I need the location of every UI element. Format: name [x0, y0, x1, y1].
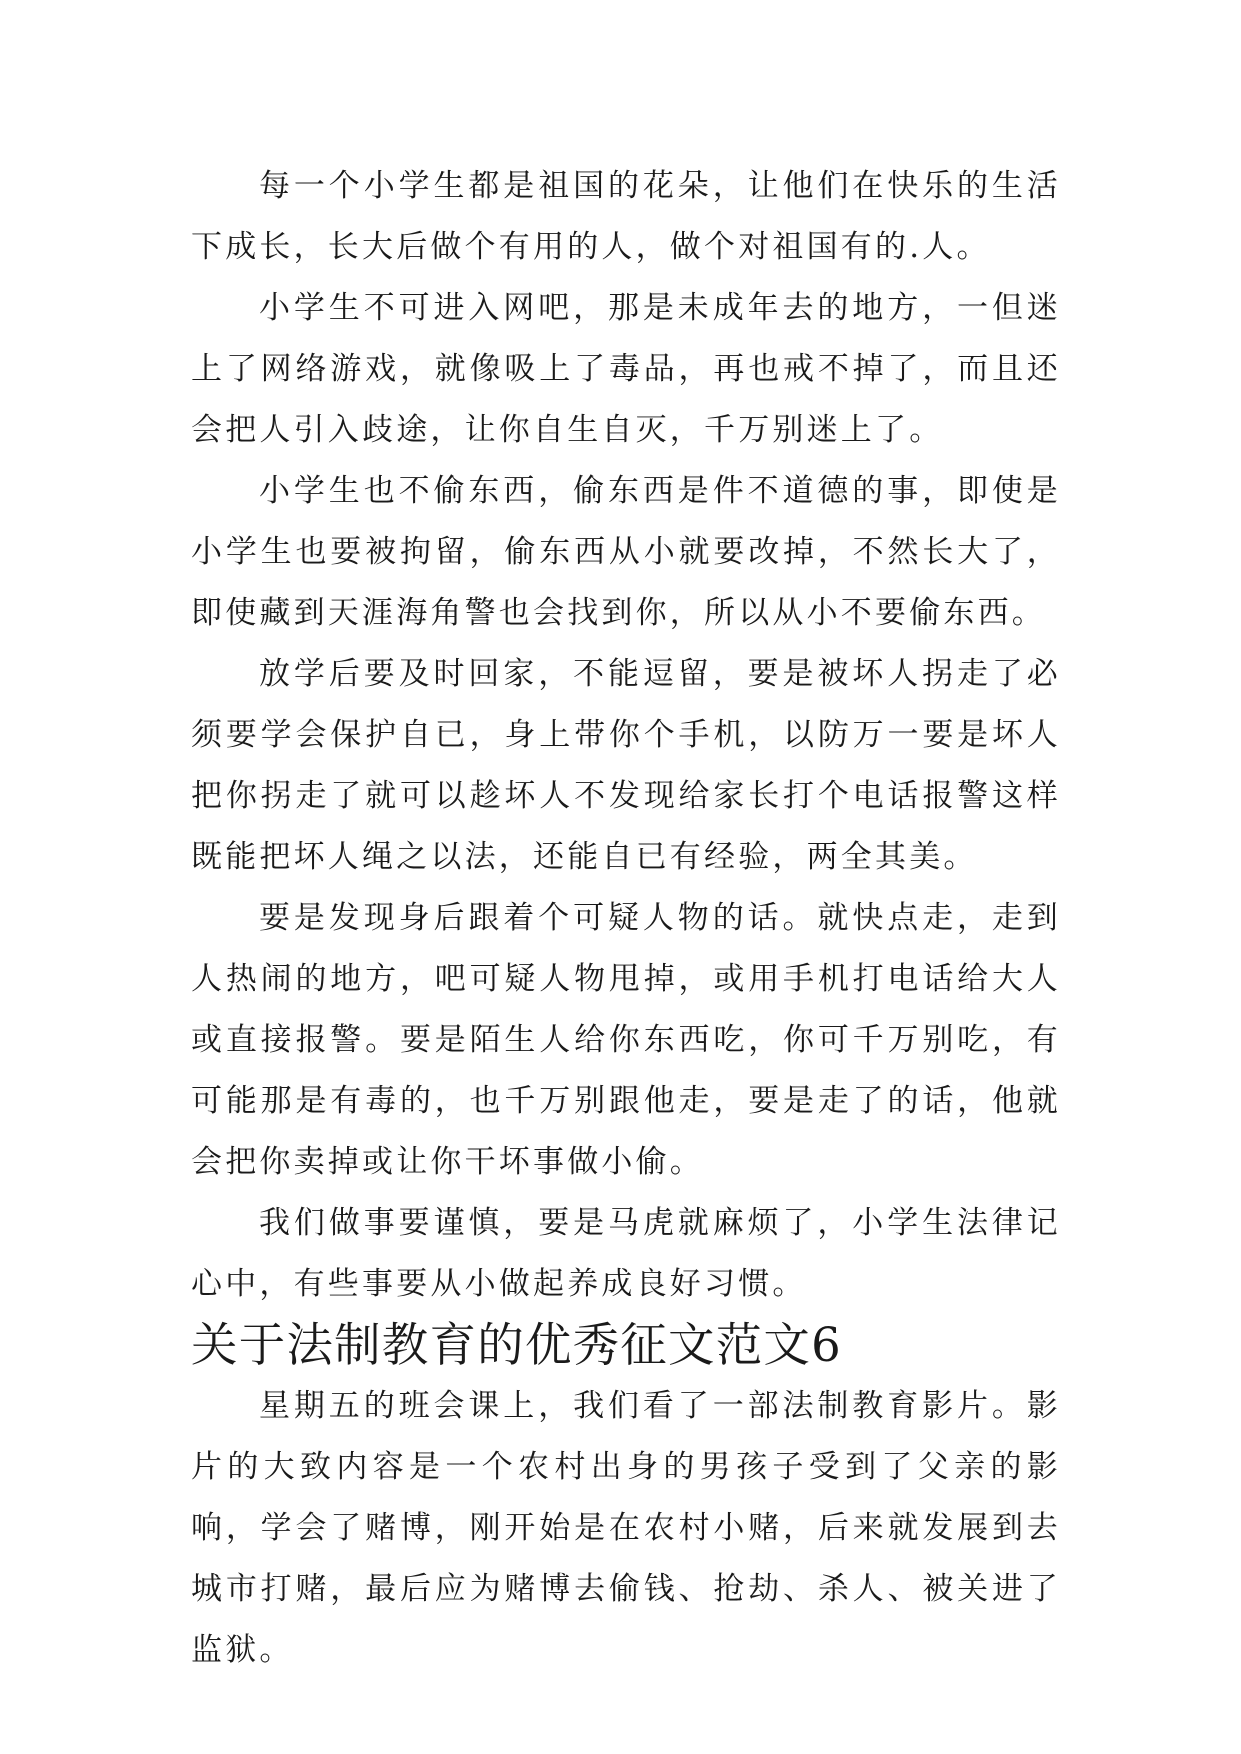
paragraph: 放学后要及时回家，不能逗留，要是被坏人拐走了必须要学会保护自已，身上带你个手机，以防万一要是坏人把你拐走了就可以趁坏人不发现给家长打个电话报警这样既能把坏人绳之以法，还能自已有经验，两全其美。	[191, 656, 1061, 875]
paragraph: 星期五的班会课上，我们看了一部法制教育影片。影片的大致内容是一个农村出身的男孩子受到了父亲的影响，学会了赌博，刚开始是在农村小赌，后来就发展到去城市打赌，最后应为赌博去偷钱、抢劫、杀人、被关进了监狱。	[191, 1388, 1061, 1668]
paragraph: 小学生不可进入网吧，那是未成年去的地方，一但迷上了网络游戏，就像吸上了毒品，再也戒不掉了，而且还会把人引入歧途，让你自生自灭，千万别迷上了。	[191, 290, 1061, 448]
paragraph: 每一个小学生都是祖国的花朵，让他们在快乐的生活下成长，长大后做个有用的人，做个对祖国有的.人。	[191, 168, 1061, 265]
paragraph: 小学生也不偷东西，偷东西是件不道德的事，即使是小学生也要被拘留，偷东西从小就要改掉，不然长大了，即使藏到天涯海角警也会找到你，所以从小不要偷东西。	[191, 473, 1061, 631]
section-title: 关于法制教育的优秀征文范文6	[191, 1318, 842, 1372]
document-body	[191, 156, 1061, 1681]
paragraph: 要是发现身后跟着个可疑人物的话。就快点走，走到人热闹的地方，吧可疑人物甩掉，或用手机打电话给大人或直接报警。要是陌生人给你东西吃，你可千万别吃，有可能那是有毒的，也千万别跟他走，要是走了的话，他就会把你卖掉或让你干坏事做小偷。	[191, 900, 1061, 1180]
paragraph: 我们做事要谨慎，要是马虎就麻烦了，小学生法律记心中，有些事要从小做起养成良好习惯。	[191, 1205, 1061, 1302]
